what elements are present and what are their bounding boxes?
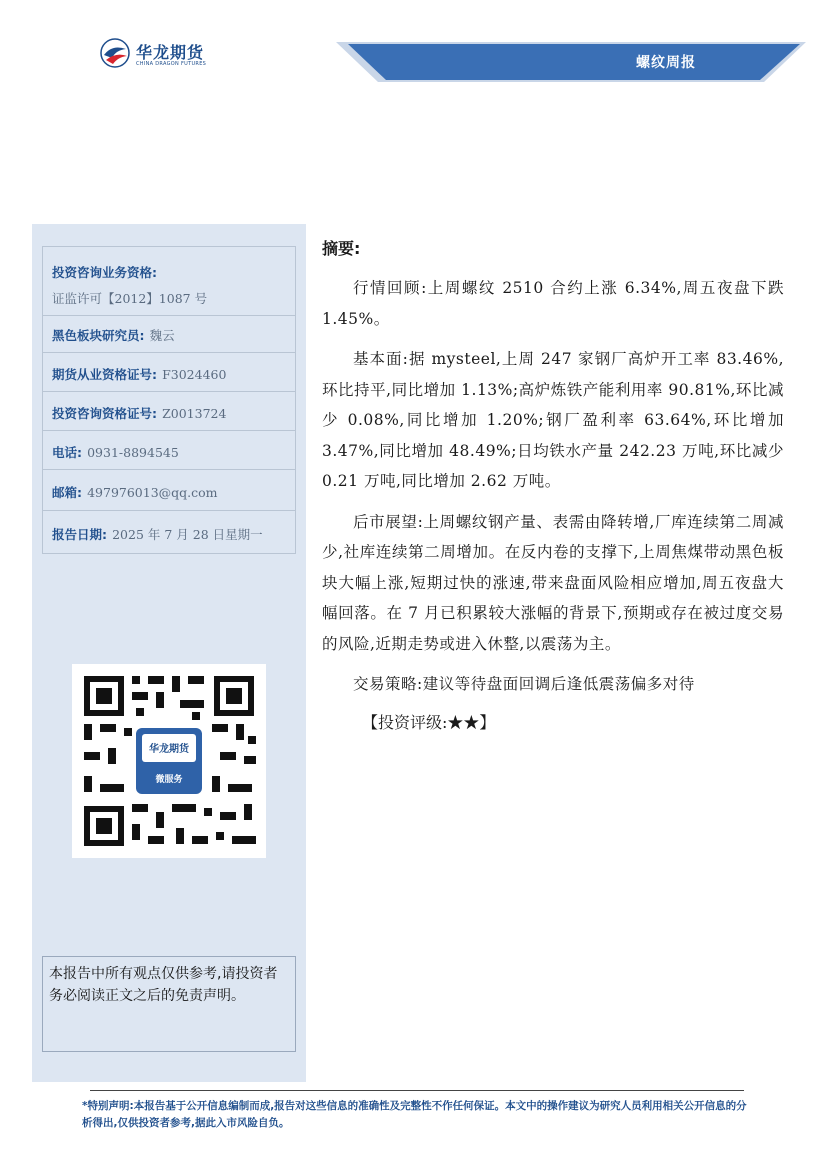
report-date-value: 2025 年 7 月 28 日星期一: [112, 527, 263, 542]
report-date-label: 报告日期:: [52, 527, 107, 542]
logo-chinese-name: 华龙期货: [136, 43, 205, 62]
phone-label: 电话:: [52, 445, 82, 460]
researcher-label: 黑色板块研究员:: [52, 328, 145, 343]
disclaimer-notice: 本报告中所有观点仅供参考,请投资者务必阅读正文之后的免责声明。: [42, 956, 296, 1052]
strategy-paragraph: 交易策略:建议等待盘面回调后逢低震荡偏多对待: [353, 675, 695, 693]
sidebar: [32, 224, 306, 1082]
qr-badge-bottom-text: 微服务: [155, 775, 183, 785]
qualification-value: 证监许可【2012】1087 号: [52, 291, 208, 306]
fundamentals-paragraph: 基本面:据 mysteel,上周 247 家钢厂高炉开工率 83.46%,环比持平,同比增加 1.13%;高炉炼铁产能利用率 90.81%,环比减少 0.08%,同比增加 1.20%;钢厂盈利率 63.64%,环比增加 3.47%,同比增加 48.49%;日均铁水产量 242.23 万吨,环比减少 0.21 万吨,同比增加 2.62 万吨。: [322, 350, 784, 490]
email-value[interactable]: 497976013@qq.com: [87, 485, 218, 500]
report-type-title: 螺纹周报: [636, 55, 696, 71]
phone-row: [43, 431, 295, 470]
summary-section: [322, 236, 784, 733]
consult-cert-row: [43, 392, 295, 431]
futures-cert-value: F3024460: [162, 367, 227, 382]
qualification-row: [43, 247, 295, 316]
email-row: [43, 470, 295, 511]
futures-cert-row: [43, 353, 295, 392]
logo-english-name: CHINA DRAGON FUTURES: [136, 61, 207, 67]
wechat-qr-code: [72, 664, 266, 858]
investment-rating: 【投资评级:★★】: [362, 712, 496, 732]
qr-badge-top-text: 华龙期货: [149, 744, 189, 755]
report-date-row: [43, 511, 295, 553]
futures-cert-label: 期货从业资格证号:: [52, 367, 157, 382]
header-banner: [0, 40, 826, 84]
outlook-paragraph: 后市展望:上周螺纹钢产量、表需由降转增,厂库连续第二周减少,社库连续第二周增加。在反内卷的支撑下,上周焦煤带动黑色板块大幅上涨,短期过快的涨速,带来盘面风险相应增加,周五夜盘大幅回落。在 7 月已积累较大涨幅的背景下,预期或存在被过度交易的风险,近期走势或进入休整,以震荡为主。: [322, 512, 784, 653]
researcher-row: [43, 316, 295, 353]
qualification-label: 投资咨询业务资格:: [52, 265, 157, 280]
analyst-info-box: [42, 246, 296, 554]
consult-cert-label: 投资咨询资格证号:: [52, 406, 157, 421]
summary-heading: 摘要:: [322, 239, 361, 258]
qr-code-icon: [72, 664, 266, 858]
researcher-value: 魏云: [149, 328, 175, 343]
market-review-paragraph: 行情回顾:上周螺纹 2510 合约上涨 6.34%,周五夜盘下跌 1.45%。: [322, 279, 784, 328]
footer-disclaimer: *特别声明:本报告基于公开信息编制而成,报告对这些信息的准确性及完整性不作任何保证。本文中的操作建议为研究人员利用相关公开信息的分析得出,仅供投资者参考,据此入市风险自负。: [82, 1100, 747, 1129]
consult-cert-value: Z0013724: [162, 406, 227, 421]
phone-value: 0931-8894545: [87, 445, 179, 460]
footer-divider: [90, 1090, 744, 1091]
email-label: 邮箱:: [52, 485, 82, 500]
